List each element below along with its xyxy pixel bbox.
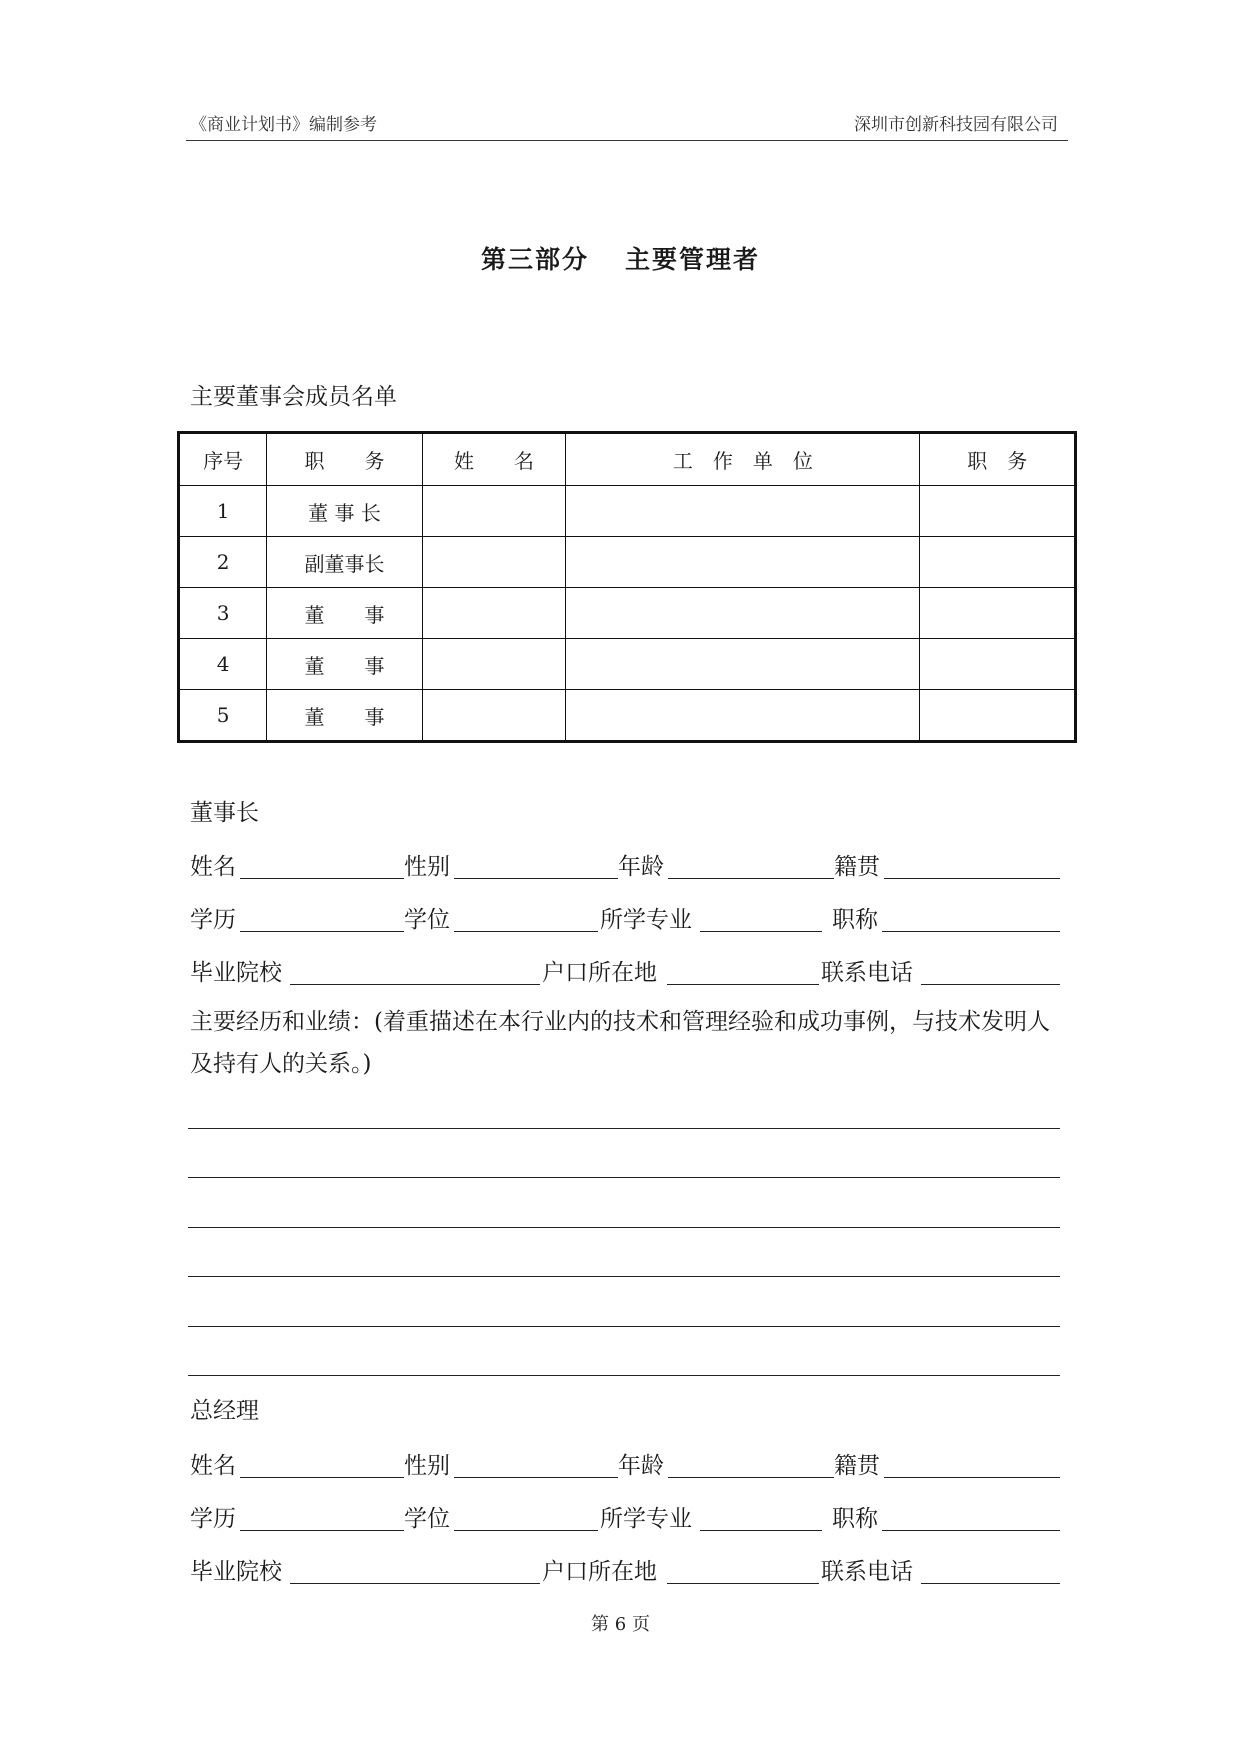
school-label: 毕业院校 [190, 960, 282, 986]
table-row [179, 537, 1076, 588]
major-field[interactable] [700, 1530, 822, 1531]
name-field[interactable] [240, 878, 404, 879]
gender-label: 性别 [404, 854, 450, 880]
table-row [179, 639, 1076, 690]
age-field[interactable] [668, 1477, 834, 1478]
hukou-field[interactable] [667, 1583, 819, 1584]
row-no: 5 [179, 690, 267, 742]
page-number: 第 6 页 [591, 1614, 650, 1635]
name-field[interactable] [240, 1477, 404, 1478]
hukou-field[interactable] [667, 984, 819, 985]
row-name-cell[interactable] [422, 639, 565, 690]
experience-line[interactable] [188, 1326, 1060, 1327]
col-header-no: 序号 [179, 433, 267, 486]
row-position-cell[interactable] [920, 537, 1076, 588]
major-label: 所学专业 [600, 1506, 692, 1532]
phone-field[interactable] [921, 984, 1060, 985]
name-label: 姓名 [190, 1453, 236, 1479]
board-members-table [177, 431, 1077, 743]
gender-field[interactable] [454, 878, 618, 879]
row-name-cell[interactable] [422, 486, 565, 537]
table-row [179, 690, 1076, 742]
name-label: 姓名 [190, 854, 236, 880]
col-header-name: 姓 名 [422, 433, 565, 486]
row-name-cell[interactable] [422, 537, 565, 588]
experience-line[interactable] [188, 1276, 1060, 1277]
row-no: 4 [179, 639, 267, 690]
header-company: 深圳市创新科技园有限公司 [854, 115, 1058, 135]
experience-line[interactable] [188, 1177, 1060, 1178]
education-label: 学历 [190, 907, 236, 933]
title-field[interactable] [882, 931, 1060, 932]
school-field[interactable] [290, 1583, 540, 1584]
degree-field[interactable] [454, 931, 598, 932]
phone-field[interactable] [921, 1583, 1060, 1584]
page-header [186, 108, 1068, 141]
title-label: 职称 [832, 1506, 878, 1532]
education-label: 学历 [190, 1506, 236, 1532]
col-header-position: 职 务 [920, 433, 1076, 486]
degree-field[interactable] [454, 1530, 598, 1531]
origin-field[interactable] [884, 878, 1060, 879]
major-label: 所学专业 [600, 907, 692, 933]
col-header-employer: 工 作 单 位 [566, 433, 920, 486]
row-role: 董 事 [267, 588, 423, 639]
row-position-cell[interactable] [920, 588, 1076, 639]
age-label: 年龄 [618, 854, 664, 880]
row-no: 1 [179, 486, 267, 537]
row-employer-cell[interactable] [566, 588, 920, 639]
row-role: 董 事 [267, 690, 423, 742]
row-employer-cell[interactable] [566, 537, 920, 588]
hukou-label: 户口所在地 [542, 960, 657, 986]
age-field[interactable] [668, 878, 834, 879]
row-role: 董 事 [267, 639, 423, 690]
row-position-cell[interactable] [920, 639, 1076, 690]
origin-field[interactable] [884, 1477, 1060, 1478]
table-row [179, 486, 1076, 537]
col-header-role: 职 务 [267, 433, 423, 486]
title-field[interactable] [882, 1530, 1060, 1531]
education-field[interactable] [240, 931, 404, 932]
hukou-label: 户口所在地 [542, 1559, 657, 1585]
general-manager-heading: 总经理 [190, 1398, 259, 1424]
gm-row-contact [190, 1553, 1060, 1587]
row-name-cell[interactable] [422, 690, 565, 742]
row-employer-cell[interactable] [566, 690, 920, 742]
chairman-row-education [190, 901, 1060, 935]
row-position-cell[interactable] [920, 690, 1076, 742]
section-name: 主要管理者 [625, 245, 761, 274]
school-field[interactable] [290, 984, 540, 985]
row-employer-cell[interactable] [566, 486, 920, 537]
gm-row-education [190, 1500, 1060, 1534]
board-list-heading: 主要董事会成员名单 [190, 384, 397, 410]
row-position-cell[interactable] [920, 486, 1076, 537]
phone-label: 联系电话 [821, 1559, 913, 1585]
origin-label: 籍贯 [834, 854, 880, 880]
experience-line[interactable] [188, 1227, 1060, 1228]
section-title [0, 240, 1241, 276]
chairman-row-basic [190, 848, 1060, 882]
school-label: 毕业院校 [190, 1559, 282, 1585]
origin-label: 籍贯 [834, 1453, 880, 1479]
education-field[interactable] [240, 1530, 404, 1531]
section-part: 第三部分 [480, 245, 589, 274]
gender-field[interactable] [454, 1477, 618, 1478]
row-no: 2 [179, 537, 267, 588]
row-no: 3 [179, 588, 267, 639]
major-field[interactable] [700, 931, 822, 932]
row-name-cell[interactable] [422, 588, 565, 639]
experience-instructions: 主要经历和业绩：(着重描述在本行业内的技术和管理经验和成功事例，与技术发明人及持有人的关系。) [190, 1009, 1050, 1077]
experience-line[interactable] [188, 1128, 1060, 1129]
age-label: 年龄 [618, 1453, 664, 1479]
chairman-row-contact [190, 954, 1060, 988]
table-row [179, 588, 1076, 639]
row-role: 副董事长 [267, 537, 423, 588]
phone-label: 联系电话 [821, 960, 913, 986]
degree-label: 学位 [404, 907, 450, 933]
experience-line[interactable] [188, 1375, 1060, 1376]
gender-label: 性别 [404, 1453, 450, 1479]
chairman-heading: 董事长 [190, 800, 259, 826]
row-employer-cell[interactable] [566, 639, 920, 690]
degree-label: 学位 [404, 1506, 450, 1532]
row-role: 董 事 长 [267, 486, 423, 537]
gm-row-basic [190, 1447, 1060, 1481]
table-header-row [179, 433, 1076, 486]
title-label: 职称 [832, 907, 878, 933]
header-doc-title: 《商业计划书》编制参考 [190, 115, 377, 135]
